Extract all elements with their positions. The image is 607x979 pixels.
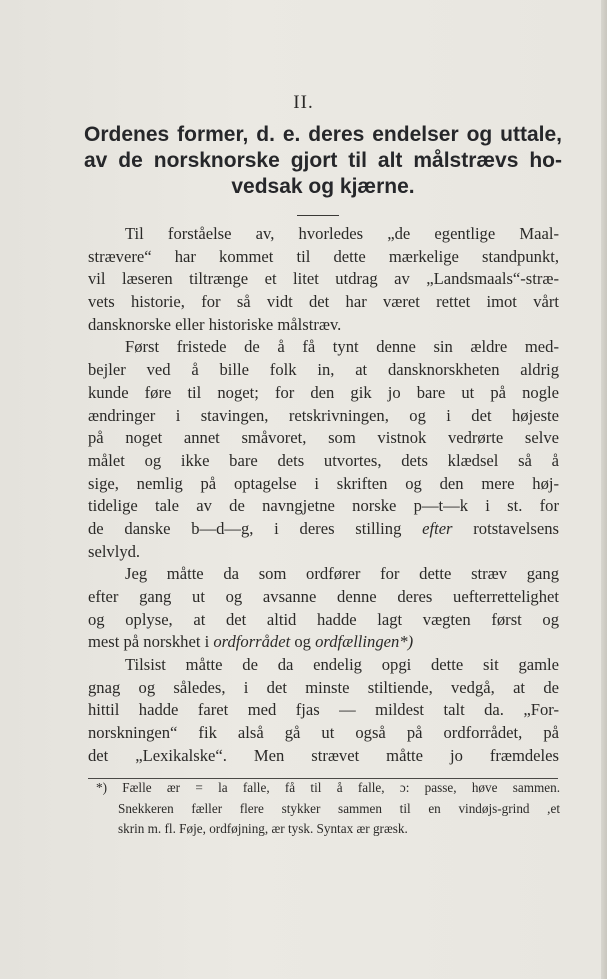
body-line: dansknorske eller historiske målstræv. <box>88 314 342 334</box>
title-line: Ordenes former, d. e. deres endelser og uttale, <box>84 123 562 146</box>
body-line: Jeg måtte da som ordfører for dette stræv gang <box>125 564 559 584</box>
title-divider <box>297 215 339 216</box>
body-line: Tilsist måtte de da endelig opgi dette sit gamle <box>125 655 559 675</box>
body-text <box>88 223 559 768</box>
chapter-title <box>84 122 562 200</box>
footnote-line: Snekkeren fæller flere stykker sammen til en vindøjs-grind ,et <box>118 800 560 816</box>
body-line: hittil hadde faret med fjas — mildest talt da. „For- <box>88 700 559 720</box>
body-line: de danske b—d—g, i deres stilling efter rotstavelsens <box>88 518 559 538</box>
body-line: Til forståelse av, hvorledes „de egentlige Maal- <box>125 224 559 243</box>
body-line: på noget annet småvoret, som vistnok vedrørte selve <box>88 428 559 448</box>
body-line: vil læseren tiltrænge et litet utdrag av „Landsmaals“-stræ- <box>88 269 559 289</box>
chapter-number: II. <box>293 92 314 113</box>
body-line: efter gang ut og avsanne denne deres uefterrettelighet <box>88 587 559 606</box>
body-line: strævere“ har kommet til dette mærkelige standpunkt, <box>88 246 559 266</box>
body-line: vets historie, for så vidt det har været rettet imot vårt <box>88 292 559 312</box>
body-line: selvlyd. <box>88 541 141 561</box>
body-line: sige, nemlig på optagelse i skriften og den mere høj- <box>88 473 559 493</box>
body-line: det „Lexikalske“. Men strævet måtte jo fræmdeles <box>88 745 559 765</box>
footnote-line: skrin m. fl. Føje, ordføjning, ær tysk. Syntax ær græsk. <box>118 821 408 836</box>
title-line: av de norsknorske gjort til alt målstrævs ho- <box>84 149 562 172</box>
body-line: målet og ikke bare dets utvortes, dets klædsel så å <box>88 450 559 470</box>
body-line: Først fristede de å få tynt denne sin ældre med- <box>125 337 559 357</box>
title-line: vedsak og kjærne. <box>231 175 415 198</box>
body-line: gnag og således, i det minste stiltiende, vedgå, at de <box>88 677 559 697</box>
body-line: norskningen“ fik alså gå ut også på ordforrådet, på <box>88 723 559 743</box>
page-edge <box>601 0 607 979</box>
body-line: bejler ved å bille folk in, at dansknorskheten aldrig <box>88 360 559 380</box>
footnote <box>96 778 560 840</box>
body-line: mest på norskhet i ordforrådet og ordfællingen*) <box>88 632 414 652</box>
body-line: tidelige tale av de navngjetne norske p—t—k i st. for <box>88 496 559 516</box>
footnote-line: *) Fælle ær = la falle, få til å falle, ɔ: passe, høve sammen. <box>96 780 560 795</box>
body-line: ændringer i stavingen, retskrivningen, og i det højeste <box>88 405 559 425</box>
body-line: og oplyse, at det altid hadde lagt vægten først og <box>88 609 559 629</box>
body-line: kunde føre til noget; for den gik jo bare ut på nogle <box>88 382 559 402</box>
